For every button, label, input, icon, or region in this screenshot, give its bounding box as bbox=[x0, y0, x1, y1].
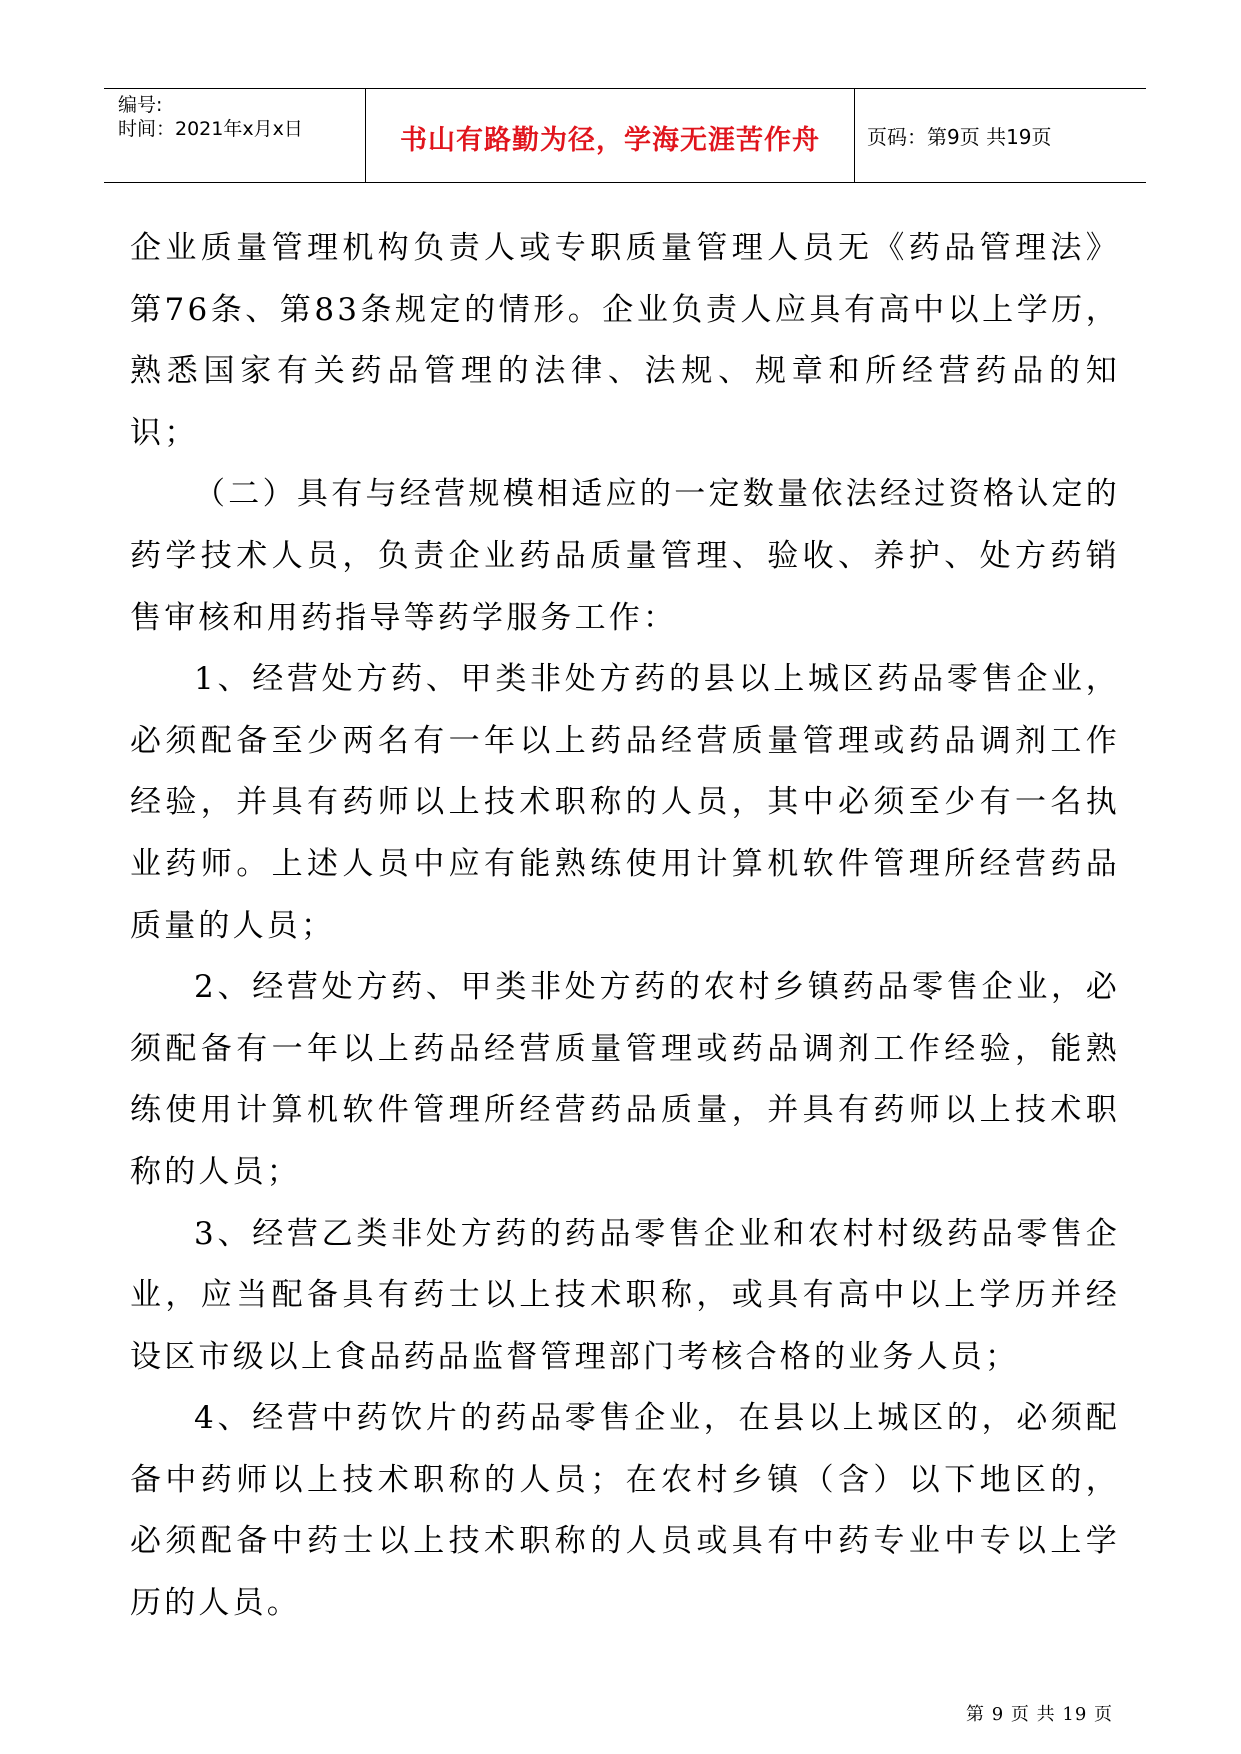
header-left-cell bbox=[104, 89, 366, 182]
document-time-label: 时间：2021年x月x日 bbox=[118, 118, 303, 140]
body-paragraph-6: 4、经营中药饮片的药品零售企业，在县以上城区的，必须配备中药师以上技术职称的人员；在农村乡镇（含）以下地区的，必须配备中药士以上技术职称的人员或具有中药专业中专以上学历的人员。 bbox=[130, 1400, 1120, 1622]
page-header bbox=[104, 88, 1146, 183]
body-paragraph-5: 3、经营乙类非处方药的药品零售企业和农村村级药品零售企业，应当配备具有药士以上技术职称，或具有高中以上学历并经设区市级以上食品药品监督管理部门考核合格的业务人员； bbox=[130, 1215, 1120, 1375]
body-paragraph-3: 1、经营处方药、甲类非处方药的县以上城区药品零售企业，必须配备至少两名有一年以上药品经营质量管理或药品调剂工作经验，并具有药师以上技术职称的人员，其中必须至少有一名执业药师。上述人员中应有能熟练使用计算机软件管理所经营药品质量的人员； bbox=[130, 661, 1120, 944]
header-page-cell bbox=[855, 89, 1146, 182]
document-body bbox=[130, 218, 1120, 1635]
body-paragraph-4: 2、经营处方药、甲类非处方药的农村乡镇药品零售企业，必须配备有一年以上药品经营质量管理或药品调剂工作经验，能熟练使用计算机软件管理所经营药品质量，并具有药师以上技术职称的人员； bbox=[130, 969, 1120, 1190]
body-paragraph-2: （二）具有与经营规模相适应的一定数量依法经过资格认定的药学技术人员，负责企业药品质量管理、验收、养护、处方药销售审核和用药指导等药学服务工作： bbox=[130, 476, 1120, 636]
body-paragraph-1: 企业质量管理机构负责人或专职质量管理人员无《药品管理法》第76条、第83条规定的情形。企业负责人应具有高中以上学历，熟悉国家有关药品管理的法律、法规、规章和所经营药品的知识； bbox=[130, 230, 1120, 451]
header-page-info: 页码：第9页 共19页 bbox=[867, 125, 1052, 149]
document-number-label: 编号: bbox=[118, 94, 163, 116]
header-motto: 书山有路勤为径，学海无涯苦作舟 bbox=[400, 125, 820, 156]
page-footer-number: 第 9 页 共 19 页 bbox=[966, 1704, 1113, 1725]
header-motto-cell bbox=[366, 89, 855, 182]
